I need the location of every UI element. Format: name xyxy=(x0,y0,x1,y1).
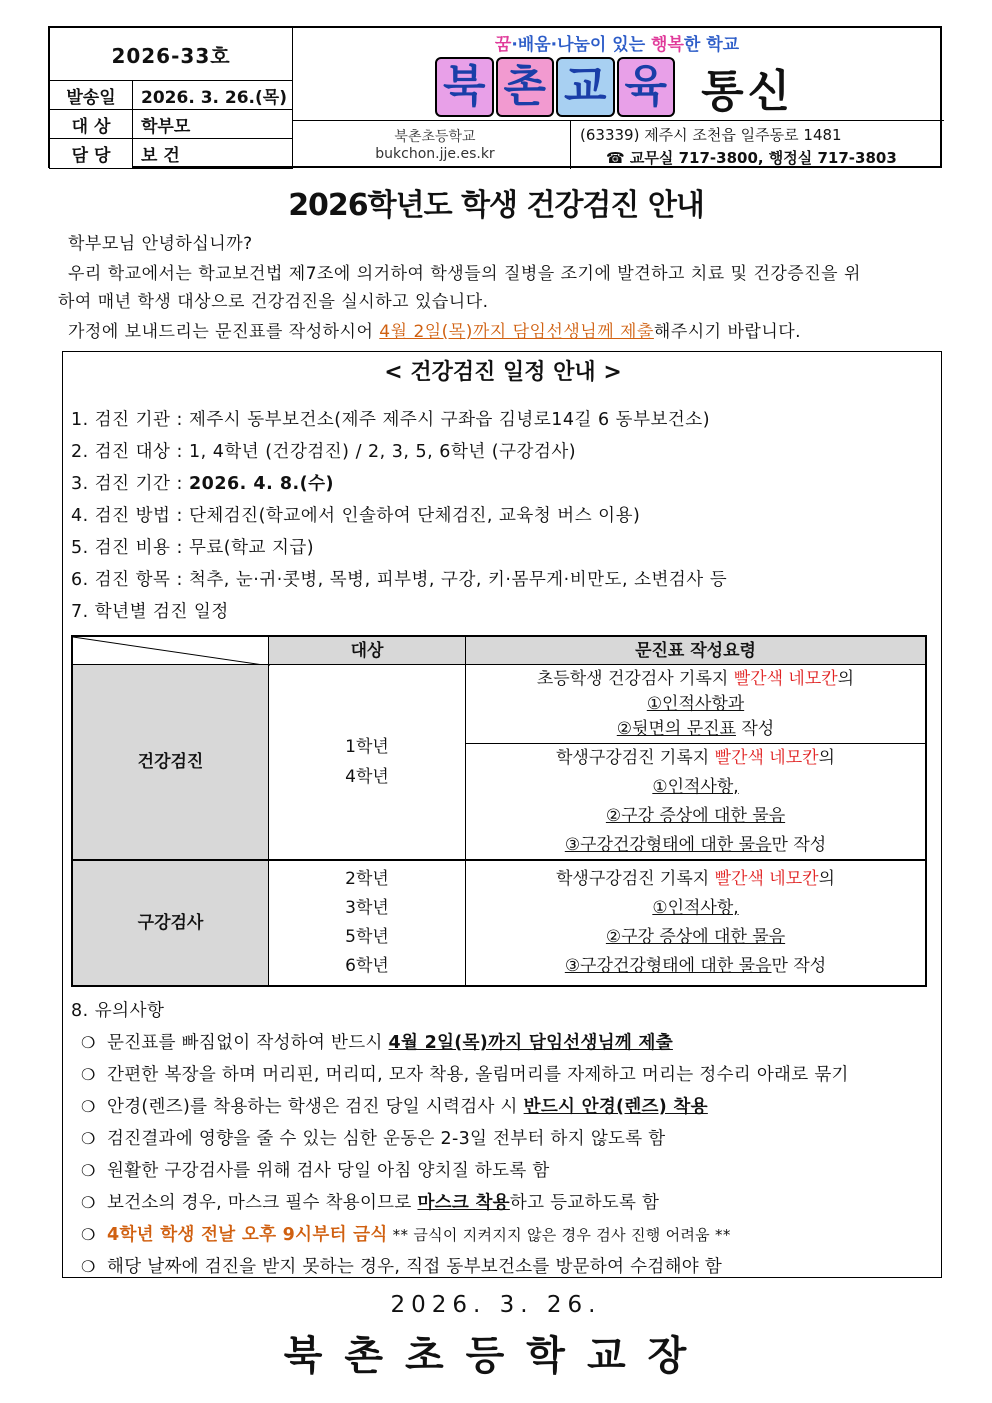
owner-value: 보 건 xyxy=(132,138,293,169)
principal-signature: 북촌초등학교장 xyxy=(283,1333,709,1379)
note-item: ❍ 간편한 복장을 하며 머리핀, 머리띠, 모자 착용, 올림머리를 자제하고 머리는 정수리 아래로 묶기 xyxy=(81,1065,849,1085)
note-item: ❍ 4학년 학생 전날 오후 9시부터 금식 ** 금식이 지켜지지 않은 경우 검사 진행 어려움 ** xyxy=(81,1225,731,1245)
guide-oral: 학생구강검진 기록지 빨간색 네모칸의 ①인적사항, ②구강 증상에 대한 물음 ③구강건강형태에 대한 물음만 작성 xyxy=(465,859,926,986)
table-corner-cell xyxy=(72,636,269,665)
grade-label: 5학년 xyxy=(345,927,389,947)
grade-label: 1학년 xyxy=(345,737,389,757)
note-item: ❍ 해당 날짜에 검진을 받지 못하는 경우, 직접 동부보건소를 방문하여 수검해야 함 xyxy=(81,1257,723,1277)
bullet-icon: ❍ xyxy=(81,1225,96,1244)
exam-date: 2026. 4. 8.(수) xyxy=(188,474,335,494)
bullet-icon: ❍ xyxy=(81,1129,96,1148)
notes-heading: 8. 유의사항 xyxy=(71,1001,165,1021)
issue-date-label: 발송일 xyxy=(49,80,133,110)
guide-grade4: 학생구강검진 기록지 빨간색 네모칸의 ①인적사항, ②구강 증상에 대한 물음 ③구강건강형태에 대한 물음만 작성 xyxy=(465,743,926,860)
schedule-item: 2. 검진 대상 : 1, 4학년 (건강검진) / 2, 3, 5, 6학년 (구강검사) xyxy=(71,442,577,462)
newsletter-title xyxy=(435,56,794,118)
target-value: 학부모 xyxy=(132,109,293,139)
intro-line-2: 하여 매년 학생 대상으로 건강검진을 실시하고 있습니다. xyxy=(58,292,489,312)
footer-date: 2026. 3. 26. xyxy=(390,1292,602,1318)
target-label: 대 상 xyxy=(49,109,133,139)
bullet-icon: ❍ xyxy=(81,1257,96,1276)
schedule-item: 7. 학년별 검진 일정 xyxy=(71,602,229,622)
bullet-icon: ❍ xyxy=(81,1161,96,1180)
school-website: bukchon.jje.es.kr xyxy=(375,146,495,162)
title-tile: 육 xyxy=(617,57,676,117)
title-tile: 교 xyxy=(556,57,615,117)
category-oral-exam: 구강검사 xyxy=(72,859,269,986)
document-title: 2026학년도 학생 건강검진 안내 xyxy=(288,188,704,223)
category-health-check: 건강검진 xyxy=(72,664,269,860)
newsletter-header xyxy=(48,26,942,168)
table-header-guide: 문진표 작성요령 xyxy=(465,636,926,665)
schedule-item: 5. 검진 비용 : 무료(학교 지급) xyxy=(71,538,315,558)
grade-label: 6학년 xyxy=(345,956,389,976)
schedule-item: 1. 검진 기관 : 제주시 동부보건소(제주 제주시 구좌읍 김녕로14길 6 동부보건소) xyxy=(71,410,711,430)
intro-line-3: 가정에 보내드리는 문진표를 작성하시어 4월 2일(목)까지 담임선생님께 제출해주시기 바랍니다. xyxy=(68,322,802,342)
schedule-item: 3. 검진 기간 : 2026. 4. 8.(수) xyxy=(71,474,335,494)
school-name: 북촌초등학교 xyxy=(394,129,476,145)
school-phone: ☎ 교무실 717-3800, 행정실 717-3803 xyxy=(606,149,897,167)
note-item: ❍ 보건소의 경우, 마스크 필수 착용이므로 마스크 착용하고 등교하도록 함 xyxy=(81,1193,660,1213)
note-item: ❍ 문진표를 빠짐없이 작성하여 반드시 4월 2일(목)까지 담임선생님께 제출 xyxy=(81,1033,673,1053)
title-tile: 촌 xyxy=(496,57,555,117)
bullet-icon: ❍ xyxy=(81,1033,96,1052)
health-grades xyxy=(268,664,466,860)
header-divider xyxy=(292,120,944,121)
school-slogan: 꿈·배움·나눔이 있는 행복한 학교 xyxy=(494,35,740,55)
grade-label: 2학년 xyxy=(345,869,389,889)
bullet-icon: ❍ xyxy=(81,1065,96,1084)
header-divider-vertical xyxy=(570,121,571,169)
grade-schedule-table xyxy=(71,635,927,987)
issue-number: 2026-33호 xyxy=(49,27,293,81)
bullet-icon: ❍ xyxy=(81,1097,96,1116)
note-item: ❍ 검진결과에 영향을 줄 수 있는 심한 운동은 2-3일 전부터 하지 않도록 함 xyxy=(81,1129,666,1149)
title-tile: 북 xyxy=(435,57,494,117)
note-item: ❍ 안경(렌즈)를 착용하는 학생은 검진 당일 시력검사 시 반드시 안경(렌즈) 착용 xyxy=(81,1097,708,1117)
schedule-item: 4. 검진 방법 : 단체검진(학교에서 인솔하여 단체검진, 교육청 버스 이용) xyxy=(71,506,641,526)
diagonal-line xyxy=(73,637,270,666)
issue-date: 2026. 3. 26.(목) xyxy=(132,80,293,110)
owner-label: 담 당 xyxy=(49,138,133,169)
school-address: (63339) 제주시 조천읍 일주동로 1481 xyxy=(580,126,842,144)
schedule-box xyxy=(62,351,942,1278)
grade-label: 3학년 xyxy=(345,898,389,918)
schedule-heading: < 건강검진 일정 안내 > xyxy=(384,360,622,385)
greeting: 학부모님 안녕하십니까? xyxy=(68,234,253,254)
submission-deadline: 4월 2일(목)까지 담임선생님께 제출 xyxy=(379,322,654,342)
note-item: ❍ 원활한 구강검사를 위해 검사 당일 아침 양치질 하도록 함 xyxy=(81,1161,550,1181)
bullet-icon: ❍ xyxy=(81,1193,96,1212)
grade-label: 4학년 xyxy=(345,767,389,787)
oral-grades xyxy=(268,859,466,986)
title-suffix: 통신 xyxy=(701,66,795,117)
intro-line-1: 우리 학교에서는 학교보건법 제7조에 의거하여 학생들의 질병을 조기에 발견하고 치료 및 건강증진을 위 xyxy=(68,264,861,284)
schedule-item: 6. 검진 항목 : 척추, 눈·귀·콧병, 목병, 피부병, 구강, 키·몸무게·비만도, 소변검사 등 xyxy=(71,570,728,590)
guide-grade1: 초등학생 건강검사 기록지 빨간색 네모칸의 ①인적사항과 ②뒷면의 문진표 작성 xyxy=(465,664,926,744)
table-header-target: 대상 xyxy=(268,636,466,665)
